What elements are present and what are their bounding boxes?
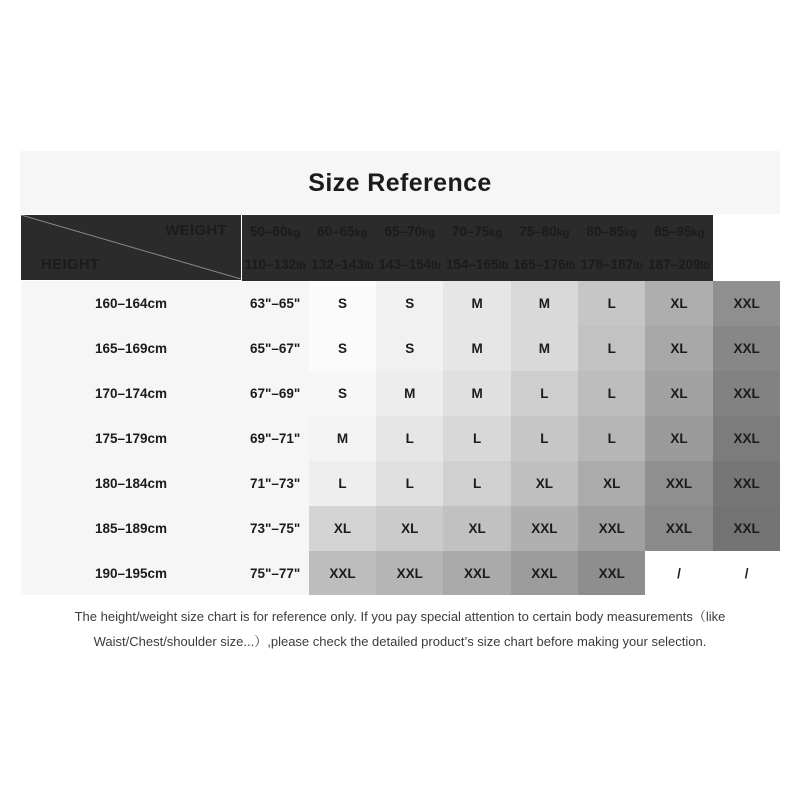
weight-kg-value-4: 75–80 [519, 223, 557, 239]
weight-kg-header-5 [578, 215, 645, 248]
size-cell: XXL [578, 551, 645, 596]
weight-kg-value-0: 50–60 [249, 223, 288, 239]
size-cell: XXL [713, 506, 780, 551]
size-cell: XXL [376, 551, 443, 596]
weight-kg-header-6 [645, 215, 712, 248]
lb-unit-1: lb [363, 259, 374, 272]
lb-unit-6: lb [700, 259, 711, 272]
weight-lb-value-6: 187–209 [648, 256, 701, 272]
weight-lb-header-0 [242, 248, 309, 281]
size-cell: L [511, 371, 578, 416]
kg-unit-1: kg [354, 226, 368, 239]
height-cm-cell: 190–195cm [21, 551, 242, 596]
weight-kg-value-1: 60–65 [317, 223, 355, 239]
disclaimer-note: The height/weight size chart is for reference only. If you pay special attention to certain body measurements（like Waist/Chest/shoulder size...）,please check the detailed product’s size chart before making your selection. [74, 609, 726, 649]
size-cell: XXL [713, 326, 780, 371]
size-cell: / [713, 551, 780, 596]
weight-kg-header-1 [309, 215, 376, 248]
size-cell: L [578, 416, 645, 461]
weight-lb-header-2 [376, 248, 443, 281]
size-cell: XXL [713, 461, 780, 506]
size-cell: L [511, 416, 578, 461]
size-reference-table [20, 214, 780, 595]
size-cell: M [443, 371, 510, 416]
header-row-kg [21, 215, 781, 248]
kg-unit-6: kg [691, 226, 705, 239]
height-inch-cell: 63"–65" [242, 281, 309, 326]
header-corner-cell [21, 215, 242, 281]
weight-kg-header-3 [443, 215, 510, 248]
height-cm-cell: 160–164cm [21, 281, 242, 326]
size-cell: XXL [713, 371, 780, 416]
size-cell: XXL [443, 551, 510, 596]
kg-unit-4: kg [556, 226, 570, 239]
height-inch-cell: 75"–77" [242, 551, 309, 596]
size-cell: M [443, 326, 510, 371]
size-cell: S [376, 326, 443, 371]
table-row [21, 551, 781, 596]
height-inch-cell: 67"–69" [242, 371, 309, 416]
table-row [21, 281, 781, 326]
size-cell: XL [309, 506, 376, 551]
size-cell: / [645, 551, 712, 596]
size-cell: M [376, 371, 443, 416]
height-inch-cell: 65"–67" [242, 326, 309, 371]
size-cell: XL [645, 416, 712, 461]
size-cell: M [511, 326, 578, 371]
weight-lb-value-2: 143–154 [378, 256, 432, 272]
size-cell: XXL [645, 506, 712, 551]
size-chart-card [20, 151, 780, 595]
height-axis-label: HEIGHT [41, 256, 100, 273]
size-cell: XL [578, 461, 645, 506]
kg-unit-0: kg [287, 226, 301, 239]
weight-lb-header-5 [578, 248, 645, 281]
table-row [21, 326, 781, 371]
size-cell: XL [645, 326, 712, 371]
weight-lb-value-5: 176–187 [580, 256, 634, 272]
weight-kg-value-3: 70–75 [451, 223, 490, 239]
lb-unit-4: lb [565, 259, 576, 272]
lb-unit-2: lb [431, 259, 441, 272]
height-cm-cell: 180–184cm [21, 461, 242, 506]
table-row [21, 416, 781, 461]
table-row [21, 506, 781, 551]
size-cell: L [443, 416, 510, 461]
weight-lb-value-1: 132–143 [311, 256, 364, 272]
size-cell: L [578, 371, 645, 416]
size-cell: S [309, 281, 376, 326]
lb-unit-3: lb [498, 259, 509, 272]
size-cell: XXL [511, 506, 578, 551]
size-cell: S [309, 371, 376, 416]
height-cm-cell: 170–174cm [21, 371, 242, 416]
height-inch-cell: 73"–75" [242, 506, 309, 551]
weight-lb-header-6 [645, 248, 712, 281]
page-title: Size Reference [20, 151, 780, 214]
size-cell: XXL [578, 506, 645, 551]
table-row [21, 371, 781, 416]
weight-lb-header-4 [511, 248, 578, 281]
size-cell: XXL [309, 551, 376, 596]
weight-kg-value-6: 85–95 [654, 223, 692, 239]
weight-lb-header-1 [309, 248, 376, 281]
height-inch-cell: 69"–71" [242, 416, 309, 461]
lb-unit-5: lb [633, 259, 643, 272]
size-cell: XXL [511, 551, 578, 596]
size-cell: XXL [713, 281, 780, 326]
size-cell: L [578, 281, 645, 326]
size-cell: XL [376, 506, 443, 551]
height-cm-cell: 175–179cm [21, 416, 242, 461]
size-cell: L [376, 461, 443, 506]
size-cell: L [376, 416, 443, 461]
height-inch-cell: 71"–73" [242, 461, 309, 506]
size-cell: M [511, 281, 578, 326]
size-cell: XXL [713, 416, 780, 461]
size-cell: XL [645, 281, 712, 326]
size-cell: L [443, 461, 510, 506]
weight-kg-header-4 [511, 215, 578, 248]
size-cell: XL [443, 506, 510, 551]
size-cell: M [309, 416, 376, 461]
kg-unit-3: kg [489, 226, 503, 239]
weight-kg-value-5: 80–85 [586, 223, 625, 239]
table-row [21, 461, 781, 506]
size-cell: XL [645, 371, 712, 416]
weight-kg-value-2: 65–70 [384, 223, 423, 239]
weight-lb-value-3: 154–165 [445, 256, 499, 272]
weight-lb-value-0: 110–132 [244, 256, 297, 272]
height-cm-cell: 185–189cm [21, 506, 242, 551]
kg-unit-5: kg [624, 226, 637, 239]
weight-axis-label: WEIGHT [165, 222, 227, 239]
size-cell: S [376, 281, 443, 326]
weight-kg-header-0 [242, 215, 309, 248]
table-body [21, 281, 781, 596]
weight-kg-header-2 [376, 215, 443, 248]
size-cell: L [578, 326, 645, 371]
weight-lb-value-4: 165–176 [513, 256, 566, 272]
size-cell: XL [511, 461, 578, 506]
size-cell: L [309, 461, 376, 506]
size-cell: M [443, 281, 510, 326]
table-header [21, 215, 781, 281]
height-cm-cell: 165–169cm [21, 326, 242, 371]
lb-unit-0: lb [296, 259, 306, 272]
weight-lb-header-3 [443, 248, 510, 281]
size-cell: S [309, 326, 376, 371]
size-cell: XXL [645, 461, 712, 506]
kg-unit-2: kg [422, 226, 435, 239]
